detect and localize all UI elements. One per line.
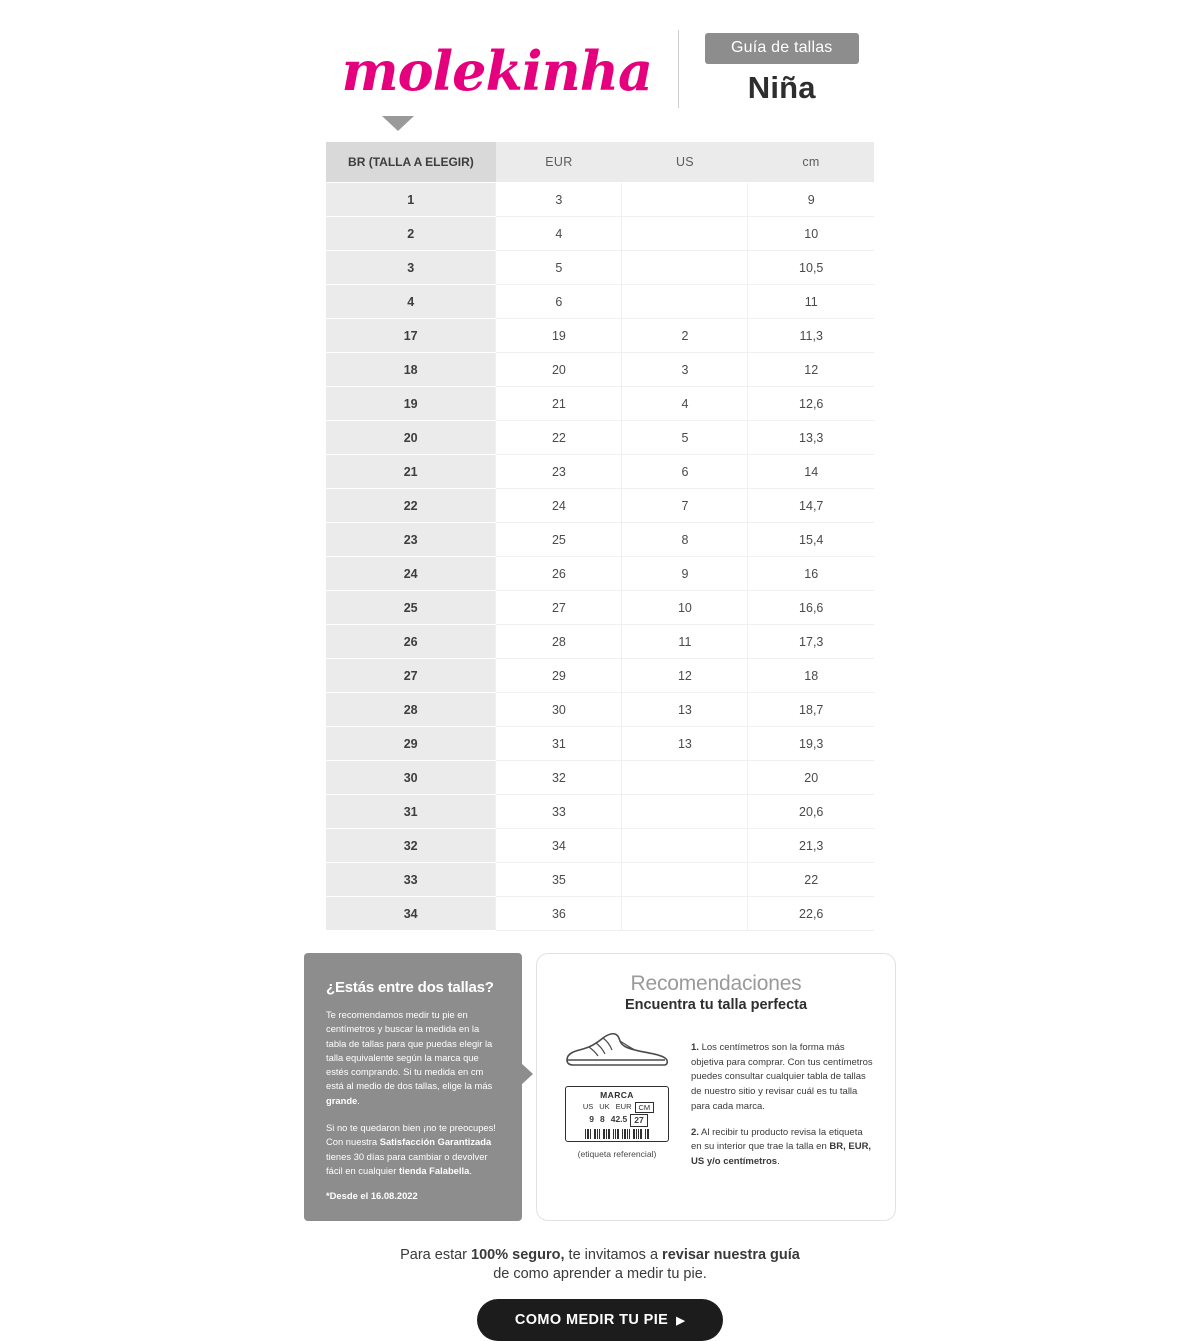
cta-label: COMO MEDIR TU PIE [514,1312,669,1329]
between-sizes-panel [304,953,522,1221]
table-row [326,727,874,761]
cell-br: 3 [326,251,496,285]
cell-br: 26 [326,625,496,659]
tag-caption: (etiqueta referencial) [577,1149,657,1159]
table-row [326,625,874,659]
between-sizes-since-note: *Desde el 16.08.2022 [326,1190,418,1202]
cell-eur: 26 [496,557,622,591]
cell-cm: 16 [748,557,874,591]
cell-us: 6 [622,455,748,489]
cell-cm: 18,7 [748,693,874,727]
cell-eur: 21 [496,387,622,421]
table-row [326,795,874,829]
brand-logo: molekinha [341,39,652,103]
table-row [326,523,874,557]
table-row [326,285,874,319]
recommendation-item-1 [691,1041,875,1115]
cell-cm: 20,6 [748,795,874,829]
table-row [326,761,874,795]
cell-br: 27 [326,659,496,693]
table-row [326,217,874,251]
cell-cm: 18 [748,659,874,693]
table-row [326,353,874,387]
page-header [0,0,1200,108]
cell-cm: 11 [748,285,874,319]
cell-cm: 11,3 [748,319,874,353]
cell-br: 30 [326,761,496,795]
cell-cm: 15,4 [748,523,874,557]
chevron-right-icon: ▶ [676,1314,686,1327]
recommendations-list [691,1025,875,1181]
bs-p1c: . [357,1094,360,1106]
cell-br: 18 [326,353,496,387]
cell-cm: 19,3 [748,727,874,761]
barcode-icon [566,1129,668,1139]
cell-us: 7 [622,489,748,523]
cell-eur: 29 [496,659,622,693]
table-row [326,591,874,625]
column-header-br: BR (TALLA A ELEGIR) [326,142,496,183]
table-row [326,319,874,353]
cell-eur: 27 [496,591,622,625]
cell-br: 1 [326,183,496,217]
cell-cm: 12,6 [748,387,874,421]
tag-header-us: US [582,1102,594,1111]
footer-l1c: te invitamos a [564,1247,663,1264]
cell-us: 13 [622,693,748,727]
cell-br: 29 [326,727,496,761]
cell-eur: 31 [496,727,622,761]
cell-us [622,217,748,251]
cell-cm: 20 [748,761,874,795]
cell-eur: 32 [496,761,622,795]
cell-us: 2 [622,319,748,353]
footer-l1d: revisar nuestra guía [662,1247,800,1264]
cell-br: 23 [326,523,496,557]
cell-cm: 22,6 [748,897,874,931]
table-row [326,455,874,489]
between-sizes-title: ¿Estás entre dos tallas? [326,979,494,996]
cell-us: 10 [622,591,748,625]
cell-cm: 14 [748,455,874,489]
tag-value-us: 9 [589,1114,594,1125]
table-row [326,489,874,523]
recommendation-item-2 [691,1126,875,1170]
cell-cm: 10 [748,217,874,251]
rec2-text-b: BR, EUR, US y/o centímetros [691,1141,872,1168]
rec1-text: Los centímetros son la forma más objetiva para comprar. Con tus centímetros puedes consultar cualquier tabla de tallas de nuestro sitio y revisar cuál es tu talla para cada marca. [691,1042,873,1112]
tag-value-eur: 42.5 [610,1114,628,1125]
cell-br: 32 [326,829,496,863]
bottom-panels [304,953,896,1221]
cell-br: 4 [326,285,496,319]
cell-us: 4 [622,387,748,421]
cell-us [622,183,748,217]
cell-us [622,285,748,319]
cell-cm: 10,5 [748,251,874,285]
tag-value-cm: 27 [630,1114,647,1127]
cell-eur: 24 [496,489,622,523]
tag-header-cm: CM [635,1102,655,1113]
cell-us [622,251,748,285]
cell-br: 25 [326,591,496,625]
header-divider [678,30,679,108]
cell-cm: 17,3 [748,625,874,659]
table-row [326,693,874,727]
tag-size-headers [566,1102,668,1113]
cell-br: 24 [326,557,496,591]
cell-eur: 33 [496,795,622,829]
cell-us: 9 [622,557,748,591]
cell-us: 11 [622,625,748,659]
cell-eur: 25 [496,523,622,557]
table-row [326,897,874,931]
table-row [326,557,874,591]
recommendations-panel [536,953,896,1221]
footer-line-2: de como aprender a medir tu pie. [493,1266,707,1283]
table-row [326,251,874,285]
cell-eur: 19 [496,319,622,353]
cell-us: 8 [622,523,748,557]
how-to-measure-button[interactable] [477,1299,723,1341]
sneaker-icon [563,1027,671,1076]
bs-p2e: . [469,1164,472,1176]
cell-eur: 36 [496,897,622,931]
cell-cm: 21,3 [748,829,874,863]
cell-eur: 6 [496,285,622,319]
recommendations-subtitle: Encuentra tu talla perfecta [624,997,808,1013]
footer-l1a: Para estar [400,1247,472,1264]
size-label-tag [565,1086,669,1142]
pointer-down-icon [382,116,414,131]
cell-us: 12 [622,659,748,693]
between-sizes-paragraph-1 [326,1008,502,1108]
bs-p1a: Te recomendamos medir tu pie en centímetros y buscar la medida en la tabla de tallas para que puedas elegir la talla equivalente según la marca que estés comprando. Si tu medida en cm está al medio de dos tallas, elige la más [326,1009,493,1092]
footer-l1b: 100% seguro, [471,1247,565,1264]
cell-br: 17 [326,319,496,353]
panel-notch-icon [521,1063,533,1085]
cell-us: 3 [622,353,748,387]
cell-eur: 4 [496,217,622,251]
cell-cm: 16,6 [748,591,874,625]
recommendations-title: Recomendaciones [630,972,802,995]
table-header-row [326,142,874,183]
cell-us: 5 [622,421,748,455]
cell-cm: 13,3 [748,421,874,455]
tag-size-values [566,1114,668,1127]
size-table [326,142,874,931]
cell-br: 31 [326,795,496,829]
tag-header-eur: EUR [615,1102,632,1111]
rec2-text-a: Al recibir tu producto revisa la etiqueta en su interior que trae la talla en [691,1126,863,1153]
cell-br: 33 [326,863,496,897]
tag-value-uk: 8 [599,1114,605,1125]
cell-cm: 14,7 [748,489,874,523]
table-row [326,183,874,217]
cell-us [622,897,748,931]
cell-eur: 20 [496,353,622,387]
column-header-us: US [622,142,748,183]
rec1-num: 1. [691,1042,699,1053]
footer-line-1 [0,1247,1200,1263]
rec2-text-c: . [777,1156,780,1168]
cell-eur: 22 [496,421,622,455]
column-header-eur: EUR [496,142,622,183]
cell-eur: 23 [496,455,622,489]
cell-cm: 22 [748,863,874,897]
cell-br: 34 [326,897,496,931]
table-row [326,387,874,421]
tag-header-uk: UK [599,1102,610,1111]
cell-br: 28 [326,693,496,727]
cell-eur: 35 [496,863,622,897]
cell-us [622,863,748,897]
cell-eur: 3 [496,183,622,217]
bs-p1b: grande [326,1094,358,1106]
cell-br: 19 [326,387,496,421]
column-header-cm: cm [748,142,874,183]
cell-br: 20 [326,421,496,455]
cell-br: 21 [326,455,496,489]
bs-p2d: tienda Falabella [398,1164,470,1176]
table-row [326,863,874,897]
table-row [326,421,874,455]
bs-p2b: Satisfacción Garantizada [379,1136,492,1148]
cell-eur: 5 [496,251,622,285]
size-table-body [326,183,874,931]
cell-cm: 9 [748,183,874,217]
cell-eur: 30 [496,693,622,727]
header-title-group [705,33,859,106]
tag-brand-label: MARCA [600,1090,634,1100]
cell-br: 22 [326,489,496,523]
page-title: Niña [747,69,816,105]
size-guide-badge: Guía de tallas [705,33,859,64]
cell-cm: 12 [748,353,874,387]
footer [0,1247,1200,1341]
bs-p2a: Si no te quedaron bien ¡no te preocupes! Con nuestra [326,1122,496,1148]
cell-us [622,761,748,795]
cell-br: 2 [326,217,496,251]
table-row [326,829,874,863]
cell-us [622,795,748,829]
bs-p2c: tienes 30 días para cambiar o devolver fácil en cualquier [326,1150,488,1176]
between-sizes-paragraph-2 [326,1121,502,1178]
rec2-num: 2. [691,1126,699,1138]
size-table-wrapper [326,142,874,931]
cell-us [622,829,748,863]
cell-us: 13 [622,727,748,761]
cell-eur: 34 [496,829,622,863]
cell-eur: 28 [496,625,622,659]
table-row [326,659,874,693]
